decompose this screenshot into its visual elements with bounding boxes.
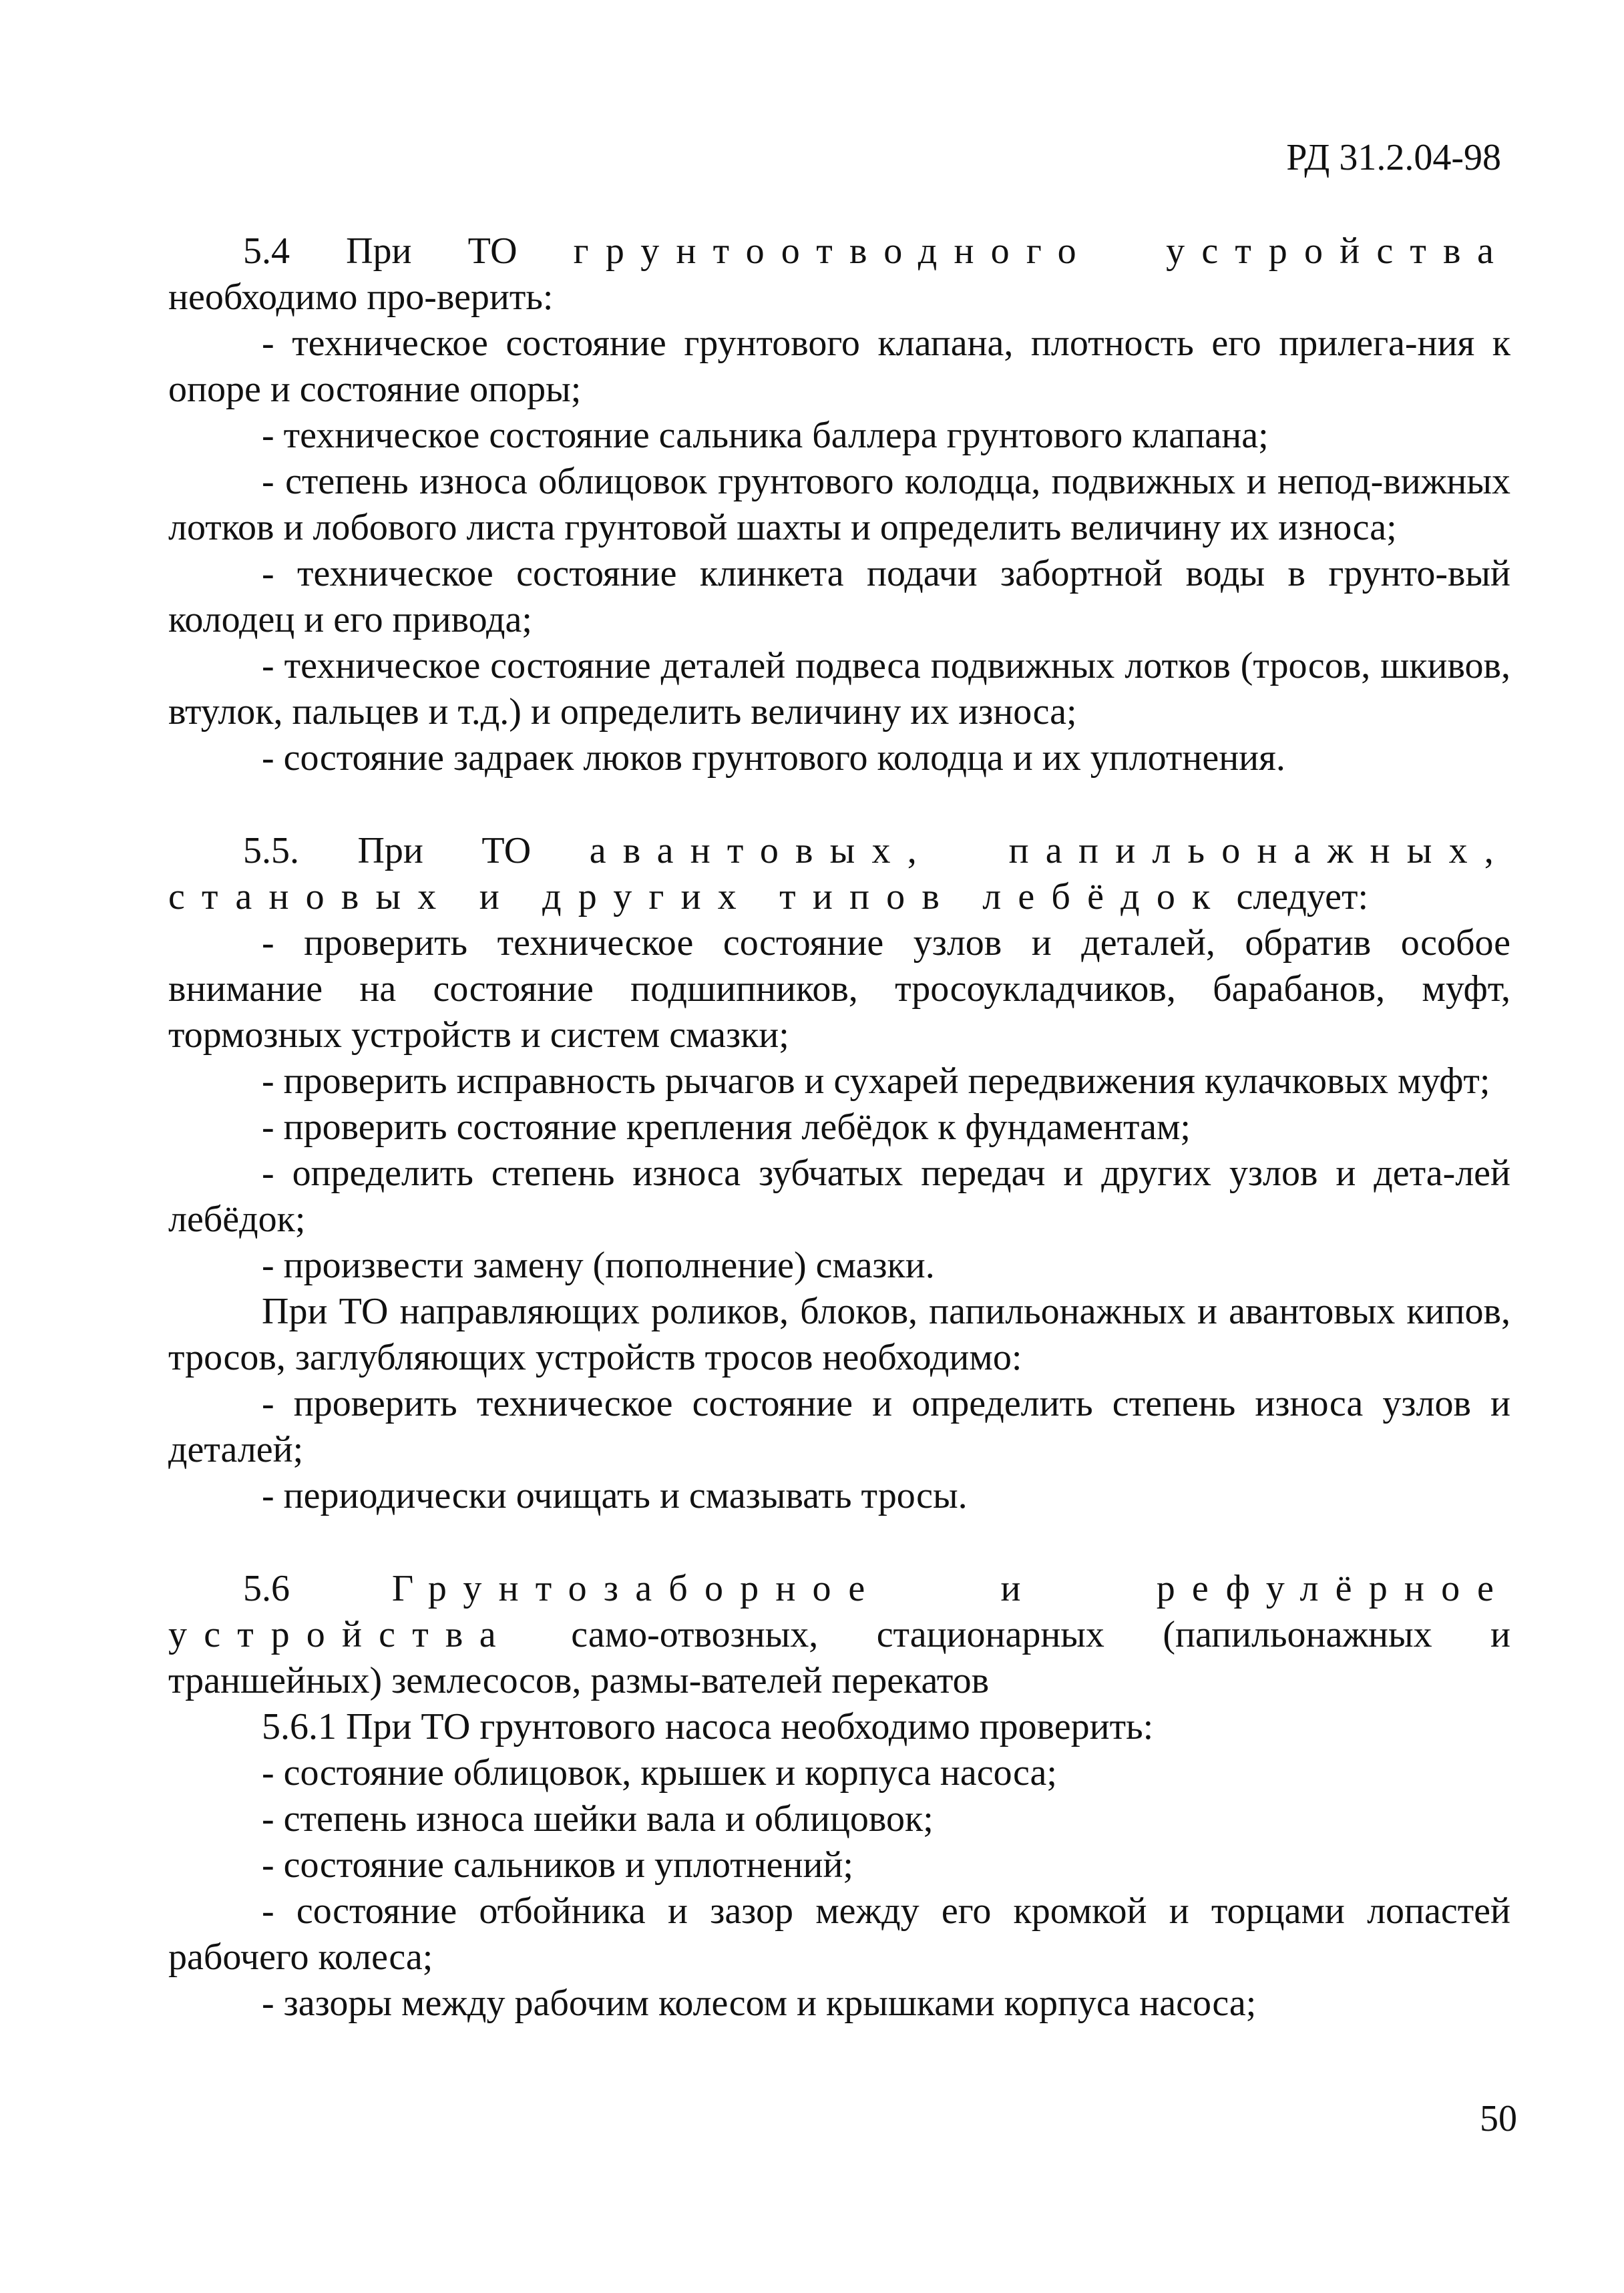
section-5-5-spaced-term: авантовых, папильонажных, становых и других типов лебёдок: [168, 830, 1510, 917]
section-5-4-spaced-term: грунтоотводного устройства: [573, 230, 1511, 272]
list-item: - состояние облицовок, крышек и корпуса насоса;: [262, 1752, 1057, 1794]
section-5-5-suffix: следует:: [1227, 876, 1369, 917]
list-item: - проверить исправность рычагов и сухарей передвижения кулачковых муфт;: [262, 1060, 1490, 1102]
list-item: - состояние сальников и уплотнений;: [262, 1844, 853, 1886]
list-item: - зазоры между рабочим колесом и крышками корпуса насоса;: [262, 1983, 1257, 2024]
section-5-4-suffix: необходимо про-верить:: [168, 276, 554, 318]
list-item: - произвести замену (пополнение) смазки.: [262, 1245, 935, 1286]
list-item: - состояние отбойника и зазор между его кромкой и торцами лопастей рабочего колеса;: [168, 1890, 1510, 1978]
section-5-6-spaced-term: Грунтозаборное и рефулёрное устройства: [168, 1568, 1511, 1655]
document-code: РД 31.2.04-98: [1286, 137, 1501, 178]
list-item: - проверить техническое состояние узлов и деталей, обратив особое внимание на состояние подшипников, тросоукладчиков, барабанов, муфт, тормозных устройств и систем смазки;: [168, 922, 1510, 1056]
section-5-6-1-heading: 5.6.1 При ТО грунтового насоса необходимо проверить:: [262, 1706, 1154, 1747]
list-item: - проверить состояние крепления лебёдок к фундаментам;: [262, 1106, 1191, 1148]
section-5-5-paragraph: При ТО направляющих роликов, блоков, папильонажных и авантовых кипов, тросов, заглубляющих устройств тросов необходимо:: [168, 1291, 1510, 1378]
page-number: 50: [1480, 2098, 1517, 2139]
section-5-6-suffix: само-отвозных, стационарных (папильонажных и траншейных) землесосов, размы-вателей перекатов: [168, 1614, 1510, 1701]
list-item: - степень износа шейки вала и облицовок;: [262, 1798, 934, 1840]
list-item: - периодически очищать и смазывать тросы.: [262, 1475, 968, 1516]
document-body: [168, 228, 1510, 2027]
section-5-4-intro: [168, 228, 1510, 321]
list-item: - определить степень износа зубчатых передач и других узлов и дета-лей лебёдок;: [168, 1153, 1510, 1240]
list-item: - техническое состояние клинкета подачи забортной воды в грунто-вый колодец и его привода;: [168, 553, 1510, 640]
list-item: - техническое состояние деталей подвеса подвижных лотков (тросов, шкивов, втулок, пальцев и т.д.) и определить величину их износа;: [168, 645, 1510, 733]
section-5-6-intro: [168, 1566, 1510, 1704]
section-5-5-intro: [168, 828, 1510, 920]
list-item: - техническое состояние сальника баллера грунтового клапана;: [262, 415, 1269, 456]
list-item: - проверить техническое состояние и определить степень износа узлов и деталей;: [168, 1383, 1510, 1470]
section-5-4-prefix: 5.4 При ТО: [243, 230, 574, 272]
list-item: - состояние задраек люков грунтового колодца и их уплотнения.: [262, 737, 1285, 779]
section-5-6-prefix: 5.6: [243, 1568, 392, 1609]
list-item: - степень износа облицовок грунтового колодца, подвижных и непод-вижных лотков и лобового листа грунтовой шахты и определить величину их износа;: [168, 461, 1510, 548]
list-item: - техническое состояние грунтового клапана, плотность его прилега-ния к опоре и состояние опоры;: [168, 323, 1510, 410]
section-5-5-prefix: 5.5. При ТО: [243, 830, 590, 871]
